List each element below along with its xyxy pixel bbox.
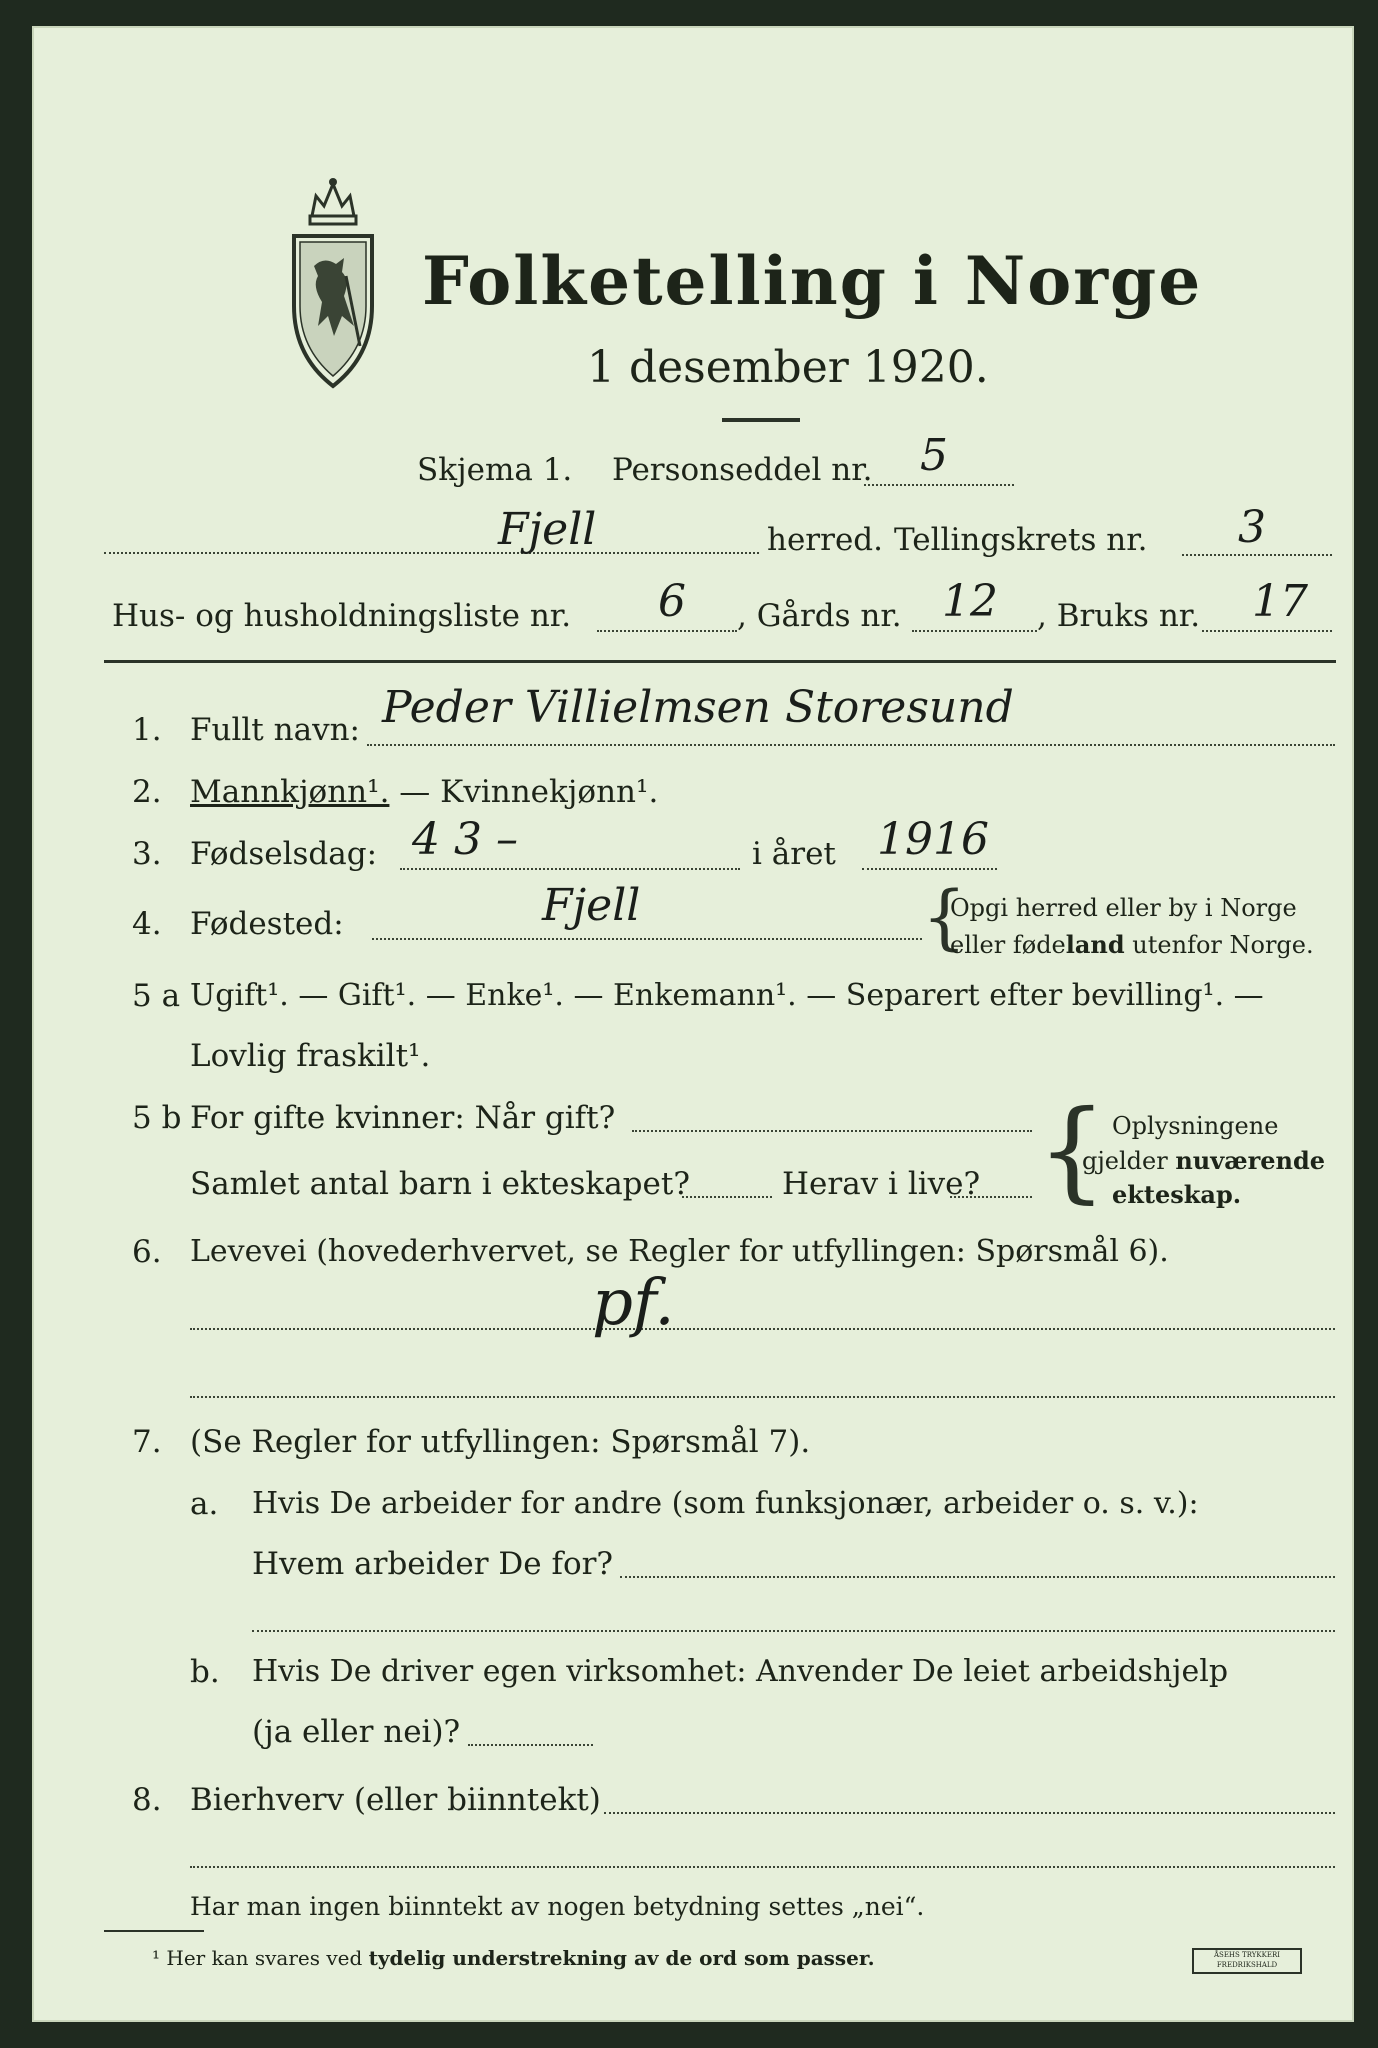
q1-value: Peder Villielmsen Storesund [382, 682, 1014, 733]
personseddel-line [864, 484, 1014, 486]
q5b-alive-line [950, 1196, 1032, 1198]
bruks-label: , Bruks nr. [1037, 598, 1201, 634]
q7b-text2: (ja eller nei)? [252, 1714, 461, 1750]
footnote-text-b: tydelig understrekning av de ord som passer. [368, 1946, 875, 1970]
personseddel-value: 5 [920, 430, 948, 481]
coat-of-arms-icon [284, 176, 382, 391]
q7-number: 7. [132, 1424, 162, 1460]
tellingskrets-line [1182, 554, 1332, 556]
q7b-text: Hvis De driver egen virksomhet: Anvender De leiet arbeidshjelp [252, 1654, 1229, 1689]
q2-female-option: Kvinnekjønn¹. [440, 774, 659, 810]
q5b-note-part-a: gjelder [1082, 1147, 1176, 1175]
q4-note-line2 [950, 930, 1314, 959]
q5a-options: Ugift¹. — Gift¹. — Enke¹. — Enkemann¹. — Separert efter bevilling¹. — [190, 978, 1264, 1013]
q7a-letter: a. [190, 1486, 219, 1522]
q4-note-part-a: eller føde [950, 931, 1066, 959]
q8-line-2 [190, 1866, 1335, 1868]
q1-label: Fullt navn: [190, 712, 360, 748]
q5b-note-line3: ekteskap. [1112, 1180, 1242, 1209]
header-rule [104, 660, 1336, 663]
q3-label: Fødselsdag: [190, 836, 378, 872]
herred-value: Fjell [498, 504, 597, 555]
husliste-label: Hus- og husholdningsliste nr. [112, 598, 572, 634]
census-date: 1 desember 1920. [587, 342, 989, 393]
q4-note-part-c: utenfor Norge. [1124, 931, 1314, 959]
q2-separator: — [389, 774, 441, 810]
footnote-mark: ¹ [152, 1946, 161, 1970]
q3-year-label: i året [752, 836, 836, 872]
census-form-sheet [32, 26, 1354, 2022]
q7-text: (Se Regler for utfyllingen: Spørsmål 7). [190, 1424, 811, 1460]
q5a-number: 5 a [132, 978, 181, 1014]
husliste-value: 6 [658, 576, 686, 627]
q5b-note-part-b: nuværende [1175, 1146, 1326, 1175]
q5b-children-line [682, 1196, 772, 1198]
q8-text: Bierhverv (eller biinntekt) [190, 1782, 601, 1818]
q2-number: 2. [132, 774, 162, 810]
q8-number: 8. [132, 1782, 162, 1818]
tellingskrets-label: Tellingskrets nr. [894, 522, 1148, 558]
q7a-text2: Hvem arbeider De for? [252, 1546, 614, 1582]
q3-value: 4 3 – [412, 814, 518, 865]
q2-options [190, 774, 658, 810]
footnote [152, 1946, 875, 1970]
q6-text: Levevei (hovederhvervet, se Regler for utfyllingen: Spørsmål 6). [190, 1234, 1169, 1269]
q3-number: 3. [132, 836, 162, 872]
gards-value: 12 [942, 576, 998, 627]
q7a-line-1 [620, 1576, 1335, 1578]
footnote-rule [104, 1930, 204, 1932]
gards-line [912, 630, 1037, 632]
q5b-note-line2 [1082, 1146, 1325, 1175]
q4-label: Fødested: [190, 906, 344, 942]
q4-line [372, 938, 922, 940]
schema-label: Skjema 1. [417, 452, 573, 488]
q7b-letter: b. [190, 1654, 220, 1690]
q5b-children: Samlet antal barn i ekteskapet? [190, 1166, 690, 1202]
title-divider [722, 418, 800, 422]
q5b-when-line [632, 1130, 1032, 1132]
printer-mark: ÅSEHS TRYKKERI FREDRIKSHALD [1192, 1948, 1302, 1974]
q8-note: Har man ingen biinntekt av nogen betydning settes „nei“. [190, 1892, 925, 1921]
q1-number: 1. [132, 712, 162, 748]
q4-brace: { [922, 876, 967, 958]
bruks-value: 17 [1252, 576, 1308, 627]
q3-line [400, 868, 740, 870]
q5b-number: 5 b [132, 1100, 182, 1136]
q4-number: 4. [132, 906, 162, 942]
q5b-brace: { [1037, 1086, 1107, 1214]
q7a-line-2 [252, 1630, 1335, 1632]
q8-line-1 [604, 1812, 1335, 1814]
bruks-line [1202, 630, 1332, 632]
q6-value: pf. [592, 1266, 675, 1340]
gards-label: , Gårds nr. [737, 598, 902, 634]
q6-number: 6. [132, 1234, 162, 1270]
q7a-text: Hvis De arbeider for andre (som funksjonær, arbeider o. s. v.): [252, 1486, 1199, 1521]
q5a-options-cont: Lovlig fraskilt¹. [190, 1038, 431, 1074]
q1-line [367, 744, 1335, 746]
q6-line-1 [190, 1328, 1335, 1330]
q3-year-value: 1916 [877, 814, 989, 865]
q6-line-2 [190, 1396, 1335, 1398]
form-title: Folketelling i Norge [422, 242, 1203, 320]
q5b-when-married: For gifte kvinner: Når gift? [190, 1100, 616, 1136]
q2-male-option: Mannkjønn¹. [190, 774, 390, 810]
q3-year-line [862, 868, 997, 870]
q4-note-line1: Opgi herred eller by i Norge [950, 894, 1297, 922]
q4-value: Fjell [542, 880, 641, 931]
q7b-line [468, 1744, 593, 1746]
q5b-note-line1: Oplysningene [1112, 1112, 1279, 1140]
tellingskrets-value: 3 [1238, 502, 1266, 553]
q4-note-part-b: land [1065, 930, 1125, 959]
husliste-line [597, 630, 737, 632]
herred-line [104, 552, 759, 554]
q5b-alive: Herav i live? [782, 1166, 981, 1202]
herred-label: herred. [767, 522, 883, 558]
personseddel-label: Personseddel nr. [612, 452, 873, 488]
footnote-text-a: Her kan svares ved [166, 1946, 369, 1970]
